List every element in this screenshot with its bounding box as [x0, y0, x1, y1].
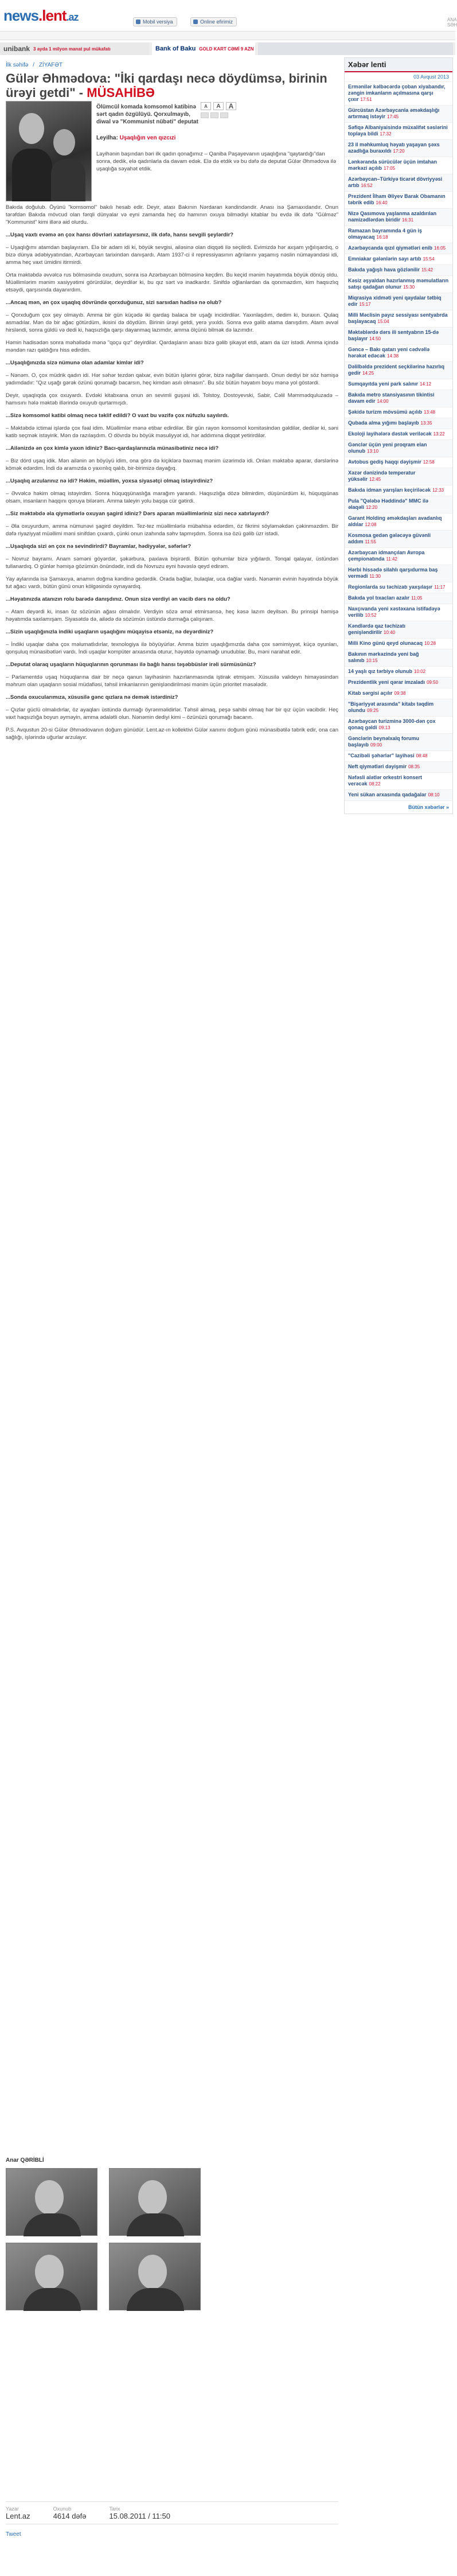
news-feed-item[interactable] [345, 157, 452, 174]
article-paragraph: Yay aylarında isə Şamaxıya, anamın doğma kəndinə gedərdik. Orada bağlar, bulaqlar, uca dağlar vardı. Nənəmin evinin həyətində böyük tut ağacı vardı, bütün günü onun kölgəsində oynayardıq. [6, 576, 338, 590]
gallery-photo-face [138, 2255, 167, 2289]
gallery-photo[interactable] [109, 2168, 201, 2236]
meta-author: Yazar Lent.az [6, 2505, 30, 2520]
news-item-title: Azərbaycan turizminə 3000-dən çox qonaq gəldi [348, 718, 436, 730]
article-intro: Layihənin başından bəri ilk qadın qonağımız – Qaniba Paşayevanın uşaqlığına "qaytardığı"dan sonra, dedik, elə qadınlarla da davam edək. Elə də etdik və bu dəfə də deputat Gülər Əhmədova ilə uşaqlığa səyahət etdik. [96, 151, 337, 172]
font-size-controls [201, 102, 236, 110]
news-item-title: 14 yaşlı qız tərbiyə olunub [348, 668, 413, 674]
photo-figure-1 [12, 149, 52, 201]
news-item-time: 16:18 [376, 235, 388, 240]
news-item-title: Səfiqə Albaniyaisində müxalifət səslərini toplaya bildi [348, 124, 448, 137]
font-medium-button[interactable]: A [213, 102, 224, 110]
breadcrumb-section[interactable]: ZİYAFƏT [38, 62, 63, 68]
news-feed-item[interactable] [345, 548, 452, 565]
font-small-button[interactable]: A [201, 102, 211, 110]
news-item-title: Gənclər üçün yeni proqram elan olunub [348, 442, 427, 454]
share-print-icon[interactable] [220, 112, 228, 118]
share-twitter-icon[interactable] [210, 112, 218, 118]
news-item-title: Nizə Qasımova yaşlanma azaldırılan namizədlərdən biridir [348, 211, 437, 223]
news-item-time: 08:48 [416, 753, 428, 758]
article-title-highlight: MÜSAHİBƏ [87, 85, 155, 100]
news-item-time: 16:52 [361, 183, 373, 188]
news-item-time: 17:05 [384, 166, 396, 171]
interview-question: ...Uşaq vaxtı evəmə ən çox hansı dövrləri xatırlayırsınız, ilk dəfə, hansı sevgili şeylərdir? [6, 232, 234, 238]
news-item-title: Dəlilbəldə prezident seçkilərinə hazırlıq gedir [348, 364, 445, 376]
news-item-time: 16:40 [376, 200, 388, 205]
news-item-title: Bakının mərkəzində yeni bağ salınıb [348, 651, 419, 663]
news-feed-item[interactable] [345, 762, 452, 773]
article-paragraph: – Parlamentdə uşaq hüquqlarına dair bir neçə qanun layihəsinin hazırlanmasında iştirak etmişəm. Xüsusilə valideyn himayəsindən məhrum olan uşaqların sosial müdafiəsi, təhsil imkanlarının genişləndirilməsi mənim üçün prioritet məsələdir. [6, 674, 338, 688]
news-item-title: 23 il məhkumluq həyatı yaşayan şəxs azadlığa buraxıldı [348, 142, 440, 154]
news-item-title: Kosmosa gedən gələcəyə güvənli addım [348, 532, 431, 544]
news-item-title: Məktəblərdə dərs ili sentyabrın 15-də başlayır [348, 329, 439, 341]
article-gallery [6, 2157, 338, 2317]
news-item-time: 11:55 [365, 539, 376, 544]
news-item-title: Emniakar gələnlərin sayı artıb [348, 256, 421, 262]
article-paragraph: – Əla oxuyurdum, amma nümunəvi şagird deyildim. Tez-tez müəllimlərlə mübahisə edərdim, öz fikrimi söyləməkdən çəkinməzdim. Bir dəfə riyaziyyat müəllimi məni sinifdən çıxardı, çünki onun izahında səhv tapmışdım. Sonra isə özü gəlib üzr istədi. [6, 523, 338, 537]
news-feed-item[interactable] [345, 649, 452, 667]
news-feed-item[interactable] [345, 734, 452, 751]
news-feed-sidebar [344, 57, 453, 814]
news-feed-item[interactable] [345, 226, 452, 243]
news-feed-title: Xəbər lenti [345, 58, 452, 72]
news-item-title: Ermənilər kəlbəcərdə çoban xiyabandır, zəngin imkanların açılmasına qarşı çıxır [348, 84, 446, 102]
logo-news: news [3, 7, 39, 24]
interview-question: ...Ailənizdə ən çox kimlə yaxın idiniz? Bacı-qardaşlarınızla münasibətiniz necə idi? [6, 445, 219, 452]
news-item-time: 14:25 [362, 371, 374, 376]
all-news-link[interactable]: Bütün xəbərlər » [408, 804, 449, 810]
news-item-time: 16:31 [402, 217, 414, 223]
news-feed-item[interactable] [345, 82, 452, 106]
bank-brand: Bank of Baku [155, 45, 196, 52]
news-feed-item[interactable] [345, 345, 452, 362]
news-feed-list [345, 82, 452, 801]
mobile-version-button[interactable]: Mobil versiya [133, 17, 177, 26]
news-item-time: 08:22 [369, 781, 381, 787]
interview-question: ...Sonda oxucularımıza, xüsusilə gənc qızlara nə demək istərdiniz? [6, 694, 178, 701]
news-item-title: Kəsiz əşyaldan hazırlanmış məmulatların satışı qadağan olunur [348, 278, 449, 290]
online-stream-button[interactable]: Online efirimiz [190, 17, 237, 26]
news-item-time: 13:48 [424, 410, 436, 415]
gallery-photo-face [138, 2180, 167, 2215]
news-item-title: Kəndlərdə qaz təchizatı genişləndirilir [348, 623, 406, 635]
news-item-time: 13:10 [367, 449, 379, 454]
news-feed-item[interactable] [345, 485, 452, 496]
news-item-time: 15:42 [421, 267, 433, 273]
meta-views: Oxunub 4614 dəfə [53, 2505, 87, 2520]
news-item-time: 15:30 [403, 285, 415, 290]
news-feed-item[interactable] [345, 582, 452, 593]
news-feed-item[interactable] [345, 621, 452, 639]
news-item-time: 15:04 [377, 319, 389, 324]
news-item-title: Miqrasiya xidməti yeni qaydalar tətbiq edir [348, 295, 442, 307]
news-item-time: 09:00 [370, 742, 382, 748]
ad-banner[interactable] [258, 42, 453, 55]
site-logo[interactable] [3, 7, 79, 25]
gallery-photo-body [127, 2288, 184, 2311]
news-feed-item[interactable] [345, 688, 452, 699]
news-item-title: Hərbi hissədə silahlı qarşıdurma baş vermədi [348, 567, 438, 579]
gallery-photo[interactable] [109, 2243, 201, 2310]
news-item-time: 12:33 [432, 488, 444, 493]
news-item-title: Sumqayıtda yeni park salınır [348, 381, 419, 387]
news-item-time: 08:35 [408, 764, 420, 769]
news-item-title: Milli Kino günü qeyd olunacaq [348, 640, 423, 646]
unibank-text: 3 ayda 1 milyon manat pul mükafatı [33, 46, 111, 52]
news-item-title: Qubada alma yığımı başlayıb [348, 420, 419, 426]
article-meta [6, 2501, 338, 2524]
article-project-line [96, 135, 175, 141]
article-paragraph: – Qızlar güclü olmalıdırlar, öz ayaqları üstündə durmağı öyrənməlidirlər. Təhsil almaq, peşə sahibi olmaq hər bir qız üçün vacibdir. Heç vaxt haqsızlığa boyun əyməyin, amma ədalətli olun. Nənəmin dediyi kimi – özünüzü qorumağı bacarın. [6, 707, 338, 721]
top-header [0, 0, 455, 30]
news-feed-item[interactable] [345, 604, 452, 621]
article-title [6, 71, 338, 100]
news-feed-item[interactable] [345, 174, 452, 192]
news-feed-item[interactable] [345, 209, 452, 226]
news-item-title: Lənkəranda sürücülər üçün imtahan mərkəzi açılıb [348, 159, 438, 171]
news-item-title: Prezident İlham Əliyev Barak Obamanın təbrik edib [348, 193, 446, 205]
news-feed-item[interactable] [345, 440, 452, 457]
news-feed-item[interactable] [345, 407, 452, 418]
news-item-title: Xəzər dənizində temperatur yüksəlir [348, 470, 416, 482]
tweet-button[interactable]: Tweet [6, 2531, 21, 2538]
gallery-author: Anar QƏRİBLİ [6, 2157, 44, 2163]
news-feed-item[interactable] [345, 717, 452, 734]
news-item-time: 09:50 [427, 680, 439, 685]
interview-question: ...Sizə komsomol katibi olmaq necə təklif edildi? O vaxt bu vəzifə çox nüfuzlu sayılırdı. [6, 413, 229, 419]
ticker-bar [0, 31, 455, 40]
news-item-time: 11:42 [386, 557, 397, 562]
logo-lent: .lent [38, 7, 67, 24]
news-feed-item[interactable] [345, 276, 452, 293]
gallery-photo[interactable] [6, 2243, 97, 2310]
news-item-time: 17:32 [380, 131, 392, 137]
news-item-title: Gənclərin beynəlxalq forumu başlayıb [348, 736, 420, 748]
meta-date: Tarix 15.08.2011 / 11:50 [109, 2505, 171, 2520]
news-item-time: 10:15 [366, 658, 378, 663]
news-feed-item[interactable] [345, 106, 452, 123]
news-item-time: 11:05 [411, 596, 423, 601]
article-paragraph: – Atam deyərdi ki, insan öz sözünün ağası olmalıdır. Verdiyin sözə əməl etmirsənsə, heç kəsə lazım deyilsən. Bu prinsipi həmişə həyatımda saxlamışam. Siyasətdə də, ailədə də sözümün üstündə durmağa çalışıram. [6, 609, 338, 622]
news-feed-item[interactable] [345, 293, 452, 310]
news-feed-item[interactable] [345, 123, 452, 140]
article-paragraph: – Məktəbdə ictimai işlərdə çox fəal idim. Müəllimlər mənə etibar edirdilər. Bir gün rayon komsomol komitəsindən gəldilər, dedilər ki, səni katib seçmək istəyirik. Mən də razılaşdım. O dövrdə bu böyük məsuliyyət idi, hər addımına diqqət yetirirdilər. [6, 425, 338, 439]
interview-question: ...Ancaq mən, ən çox uşaqlıq dövründə qorxduğunuz, sizi sarsıdan hadisə nə olub? [6, 299, 222, 306]
interview-question: ...Uşaqlıq arzularınız nə idi? Həkim, müəllim, yoxsa siyasətçi olmaq istəyirdiniz? [6, 478, 213, 484]
news-item-time: 09:38 [394, 691, 406, 696]
news-feed-item[interactable] [345, 593, 452, 604]
news-item-title: Neft qiymətləri dəyişmir [348, 764, 407, 769]
interview-question: ...Deputat olaraq uşaqların hüquqlarının qorunması ilə bağlı hansı təşəbbüslər irəli sürmüsünüz? [6, 661, 256, 668]
gallery-photo-face [35, 2255, 64, 2289]
news-feed-item[interactable] [345, 390, 452, 407]
news-item-time: 10:40 [384, 630, 396, 635]
article-title-text: Gülər Əhmədova: "İki qardaşı necə döydümsə, birinin ürəyi getdi" - [6, 71, 327, 100]
news-item-time: 15:17 [359, 302, 371, 307]
news-item-title: Gürcüstan Azərbaycanla əməkdaşlığı artırmaq istəyir [348, 107, 440, 119]
news-item-time: 14:50 [369, 336, 381, 341]
news-item-title: Nəfəsli alətlər orkestri konsert verəcək [348, 775, 423, 787]
news-feed-item[interactable] [345, 468, 452, 485]
photo-figure-2 [51, 159, 85, 201]
news-item-title: Garant Holding əməkdaşları avadanlıq aldılar [348, 515, 442, 527]
font-large-button[interactable]: A [226, 102, 236, 110]
news-item-title: Naxçıvanda yeni xəstəxana istifadəyə verilib [348, 606, 440, 618]
news-item-title: Bakıda yağışlı hava gözlənilir [348, 267, 420, 273]
breadcrumb-home[interactable]: İlk səhifə [6, 62, 29, 68]
news-item-time: 17:45 [387, 114, 399, 119]
news-item-title: Azərbaycan–Türkiyə ticarət dövriyyəsi artıb [348, 176, 443, 188]
mobile-icon [136, 20, 140, 24]
news-feed-item[interactable] [345, 362, 452, 379]
gallery-photo[interactable] [6, 2168, 97, 2236]
news-item-title: Bakıda idman yarışları keçiriləcək [348, 487, 431, 493]
news-item-time: 10:52 [365, 613, 377, 618]
interview-question: ...Uşaqlıqda sizi ən çox nə sevindirirdi? Bayramlar, hədiyyələr, səfərlər? [6, 543, 192, 550]
news-item-title: Bakıda metro stansiyasının tikintisi davam edir [348, 392, 435, 404]
news-item-time: 14:12 [420, 382, 432, 387]
news-item-time: 14:38 [387, 353, 399, 359]
news-feed-item[interactable] [345, 457, 452, 468]
news-item-time: 10:02 [414, 669, 426, 674]
article-body [6, 204, 338, 746]
unibank-brand: unibank [3, 45, 30, 53]
interview-question: ...Uşaqlığınızda sizə nümunə olan adamlar kimlər idi? [6, 360, 144, 366]
news-item-title: Pula "Qələbə Həddində" MMC ilə əlaqəli [348, 498, 429, 510]
article-paragraph: – Novruz bayramı. Anam səməni göyərdər, şəkərbura, paxlava bişirərdi. Bütün qohumlar bizə yığılardı. Tonqal qalayar, üstündən tullanardıq. O günlər həmişə gözümün önündədir, indi də Novruzu eyni həvəslə qeyd edirəm. [6, 556, 338, 570]
article-lead: Ölümcül komada komsomol katibinə sərt qadın özgülüyü. Qorxulmayıb, diwal və "Kommunist nübəti" deputat [96, 104, 198, 125]
news-feed-item[interactable] [345, 639, 452, 649]
news-feed-item[interactable] [345, 496, 452, 513]
news-item-time: 13:22 [433, 431, 445, 437]
news-feed-item[interactable] [345, 254, 452, 265]
article-paragraph: Həmin hadisədən sonra məhəllədə mənə "qoçu qız" deyirdilər. Qardaşların anası bizə gəlib şikayət etdi, atam da üzr istədi. Amma içində məndən razı qaldığını hiss edirdim. [6, 340, 338, 353]
gallery-row [6, 2243, 338, 2310]
interview-question: ...Siz məktəbdə əla qiymətlərlə oxuyan şagird idiniz? Dərs aparan müəllimləriniz sizi necə xatırlayırdı? [6, 511, 269, 517]
gallery-photo-face [35, 2180, 64, 2215]
bank-text: GOLD KART CƏMİ 9 AZN [199, 46, 254, 52]
news-feed-item[interactable] [345, 418, 452, 429]
news-feed-item[interactable] [345, 531, 452, 548]
news-feed-item[interactable] [345, 429, 452, 440]
news-item-title: Prezidentlik yeni qərar imzaladı [348, 679, 425, 685]
gallery-row [6, 2168, 338, 2236]
news-item-title: Azərbaycanda qızıl qiymətləri enib [348, 245, 433, 251]
news-item-title: Milli Məclisin payız sessiyası sentyabrda başlayacaq [348, 312, 448, 324]
news-feed-item[interactable] [345, 140, 452, 157]
article-paragraph: – Biz dörd uşaq idik. Mən ailənin ən böyüyü idim, ona görə də kiçiklərə baxmaq mənim üzərimdə idi. Onları məktəbə aparar, dərslərinə kömək edərdim. İndi də aramızda o yaxınlıq qalıb, bir-birimizə dayağıq. [6, 458, 338, 472]
news-feed-item[interactable] [345, 751, 452, 762]
news-item-title: Avtobus gediş haqqı dəyişmir [348, 459, 421, 465]
news-item-title: "Cazibəli şəhərlər" layihəsi [348, 753, 415, 758]
photo-face-1 [19, 113, 44, 144]
breadcrumb-separator: / [33, 62, 35, 68]
news-item-title: "Bişəriyyət arasında" kitabı təqdim olundu [348, 701, 434, 713]
gallery-photo-body [24, 2288, 81, 2311]
news-feed-item[interactable] [345, 265, 452, 276]
news-item-title: Ramazan bayramında 4 gün iş olmayacaq [348, 228, 423, 240]
tv-icon [193, 20, 198, 24]
news-feed-item[interactable] [345, 773, 452, 790]
gallery-photo-body [127, 2213, 184, 2236]
news-feed-item[interactable] [345, 379, 452, 390]
news-item-title: Şəkidə turizm mövsümü açılıb [348, 409, 423, 415]
photo-face-2 [53, 129, 75, 155]
breadcrumb [6, 62, 65, 68]
news-feed-item[interactable] [345, 565, 452, 582]
logo-az: .az [66, 11, 79, 23]
article-paragraph: Bakıda doğulub. Öyünü "komsomol" bakılı hesab edir. Deyir, atası Bakının Nərdaran kəndindəndir. Anası isə Şamaxıdandır. Onun tərəfdən Bakıda mövcud olan fərqli dünyalar və eyni zamanda heç də hamının oxuya bilmədiyi kitablar bu evdə ilk dəfə "Gülməz" "Kommunist" kimi illərə aid olurdu. [6, 204, 338, 225]
news-item-time: 13:35 [420, 421, 432, 426]
news-item-time: 17:51 [360, 97, 372, 102]
news-item-time: 12:08 [365, 522, 377, 527]
news-item-time: 12:45 [369, 477, 381, 482]
news-feed-item[interactable] [345, 678, 452, 688]
news-item-title: Gəncə – Bakı qatarı yeni cədvəllə hərəkət edəcək [348, 347, 430, 359]
news-feed-item[interactable] [345, 310, 452, 328]
nav-home-link[interactable]: ANA SƏH [447, 17, 457, 28]
article-main-photo [6, 101, 92, 201]
banner-strip [0, 42, 455, 55]
article-ps: P.S. Avqustun 20-si Gülər Əhmədovanın doğum günüdür. Lent.az-ın kollektivi Gülər xanımı doğum günü münasibətilə təbrik edir, ona can sağlığı, işlərində uğurlar arzulayır. [6, 727, 338, 741]
news-feed-item[interactable] [345, 699, 452, 717]
news-item-time: 11:17 [434, 585, 446, 590]
news-item-time: 12:20 [366, 505, 378, 510]
news-item-time: 17:20 [393, 149, 405, 154]
project-name[interactable]: Uşaqlığın ven qızcızi [119, 135, 176, 141]
article-paragraph: – Nənəm. O, çox müdrik qadın idi. Hər səhər tezdən qalxar, evin bütün işlərini görər, bizə nağıllar danışardı. Onun dediyi bir söz həmişə yadımdadır: "Qız uşağı gərək özünü qorumağı bacarsın, heç kimdən asılı olmasın". Bu söz bütün həyatım boyu mənə yol göstərdi. [6, 372, 338, 386]
news-item-time: 16:05 [434, 246, 446, 251]
news-item-time: 15:54 [423, 256, 435, 262]
bank-of-baku-banner[interactable] [152, 42, 255, 55]
interview-question: ...Sizin uşaqlığınızla indiki uşaqların uşaqlığını müqayisə etsəniz, nə deyərdiniz? [6, 629, 214, 635]
news-item-time: 11:30 [369, 574, 381, 579]
news-item-time: 09:25 [367, 708, 379, 713]
news-item-title: Ekoloji layihələrə dəstək veriləcək [348, 431, 432, 437]
news-item-title: Azərbaycan idmançıları Avropa çempionatında [348, 550, 425, 562]
news-feed-date: 03 Avqust 2013 [345, 72, 452, 82]
news-feed-item[interactable] [345, 667, 452, 678]
news-item-title: Kitab sərgisi açılır [348, 690, 393, 696]
news-item-title: Regionlarda su təchizatı yaxşılaşır [348, 584, 433, 590]
news-feed-item[interactable] [345, 192, 452, 209]
news-feed-item[interactable] [345, 243, 452, 254]
news-item-title: Bakıda yol tıxacları azalır [348, 595, 410, 601]
project-label: Leyilha: [96, 135, 118, 141]
article-paragraph: Orta məktəbdə əvvəlcə rus bölməsində oxudum, sonra isə Azərbaycan bölməsinə keçdim. Bu keçid mənim həyatımda böyük dönüş oldu. Müəllimlərim mənim xasiyyətimi görürdülər, deyirdilər ki, bu qız sərt və inadkardır. Sinifdə oğlanlardan da qorxmazdım, kim haqsızlıq etsəydi, qarşısında dayanırdım. [6, 272, 338, 293]
news-item-time: 08:10 [428, 792, 440, 797]
news-feed-item[interactable] [345, 513, 452, 531]
unibank-banner[interactable] [0, 42, 149, 55]
article-paragraph: Deyir, uşaqlıqda çox oxuyardı. Evdəki kitabxana onun ən sevimli guşəsi idi. Tolstoy, Dostoyevski, Sabir, Cəlil Məmmədquluzadə – hamısını hələ məktəb illərində oxuyub qurtarmışdı. [6, 392, 338, 406]
news-feed-item[interactable] [345, 790, 452, 801]
gallery-photo-body [24, 2213, 81, 2236]
news-item-time: 10:28 [424, 641, 436, 646]
article-paragraph: – Uşaqlığımı atamdan başlayıram. Elə bir adam idi ki, böyük sevgisi, ailəsinə olan diqqəti ilə seçilirdi. Evimizdə hər axşam yığılışardıq, o bizə dünya ədəbiyyatından, Azərbaycan tarixindən danışardı. Atam 1937-ci il repressiyasının ağrılarını yaşamış nəslin nümayəndəsi idi, amma heç vaxt ümidini itirmirdi. [6, 244, 338, 266]
article-paragraph: – Əvvəlcə həkim olmaq istəyirdim. Sonra hüquqşünaslığa marağım yarandı. Haqsızlığa dözə bilmirdim, düşünürdüm ki, hüquqşünas olsam, insanların haqqını qoruya bilərəm. Amma taleyin yolu başqa cür gətirdi. [6, 491, 338, 504]
news-item-time: 14:00 [377, 399, 389, 404]
news-item-time: 09:13 [378, 725, 390, 730]
news-feed-item[interactable] [345, 328, 452, 345]
article-paragraph: – İndiki uşaqlar daha çox məlumatlıdırlar, texnologiya ilə böyüyürlər. Amma bizim uşaqlığımızda daha çox səmimiyyət, küçə oyunları, qonşuluq münasibətləri vardı. İndi uşaqlar kompüter arxasında oturur, həyətdə oynamağı unudublar. Bu, məni narahat edir. [6, 641, 338, 655]
news-item-time: 12:58 [423, 460, 435, 465]
news-item-title: Yeni sükan arxasında qadağalar [348, 792, 427, 797]
article-paragraph: – Qorxduğum çox şey olmayıb. Amma bir gün küçədə iki qardaş balaca bir uşağı incidirdilər. Yaxınlaşdım, dedim ki, buraxın. Qulaq asmadılar. Mən də bir ağac götürdüm, ikisini də döydüm. Birinin ürəyi getdi, yerə yıxıldı. Sonra evə gəlib atama danışdım. Atam əvvəl hirsləndi, sonra güldü və dedi ki, haqsızlığa qarşı dayanmaq lazımdır, amma ölçünü bilmək də lazımdır. [6, 312, 338, 333]
interview-question: ...Həyatınızda atanızın rolu barədə danışdınız. Onun sizə verdiyi ən vacib dərs nə oldu? [6, 596, 231, 602]
